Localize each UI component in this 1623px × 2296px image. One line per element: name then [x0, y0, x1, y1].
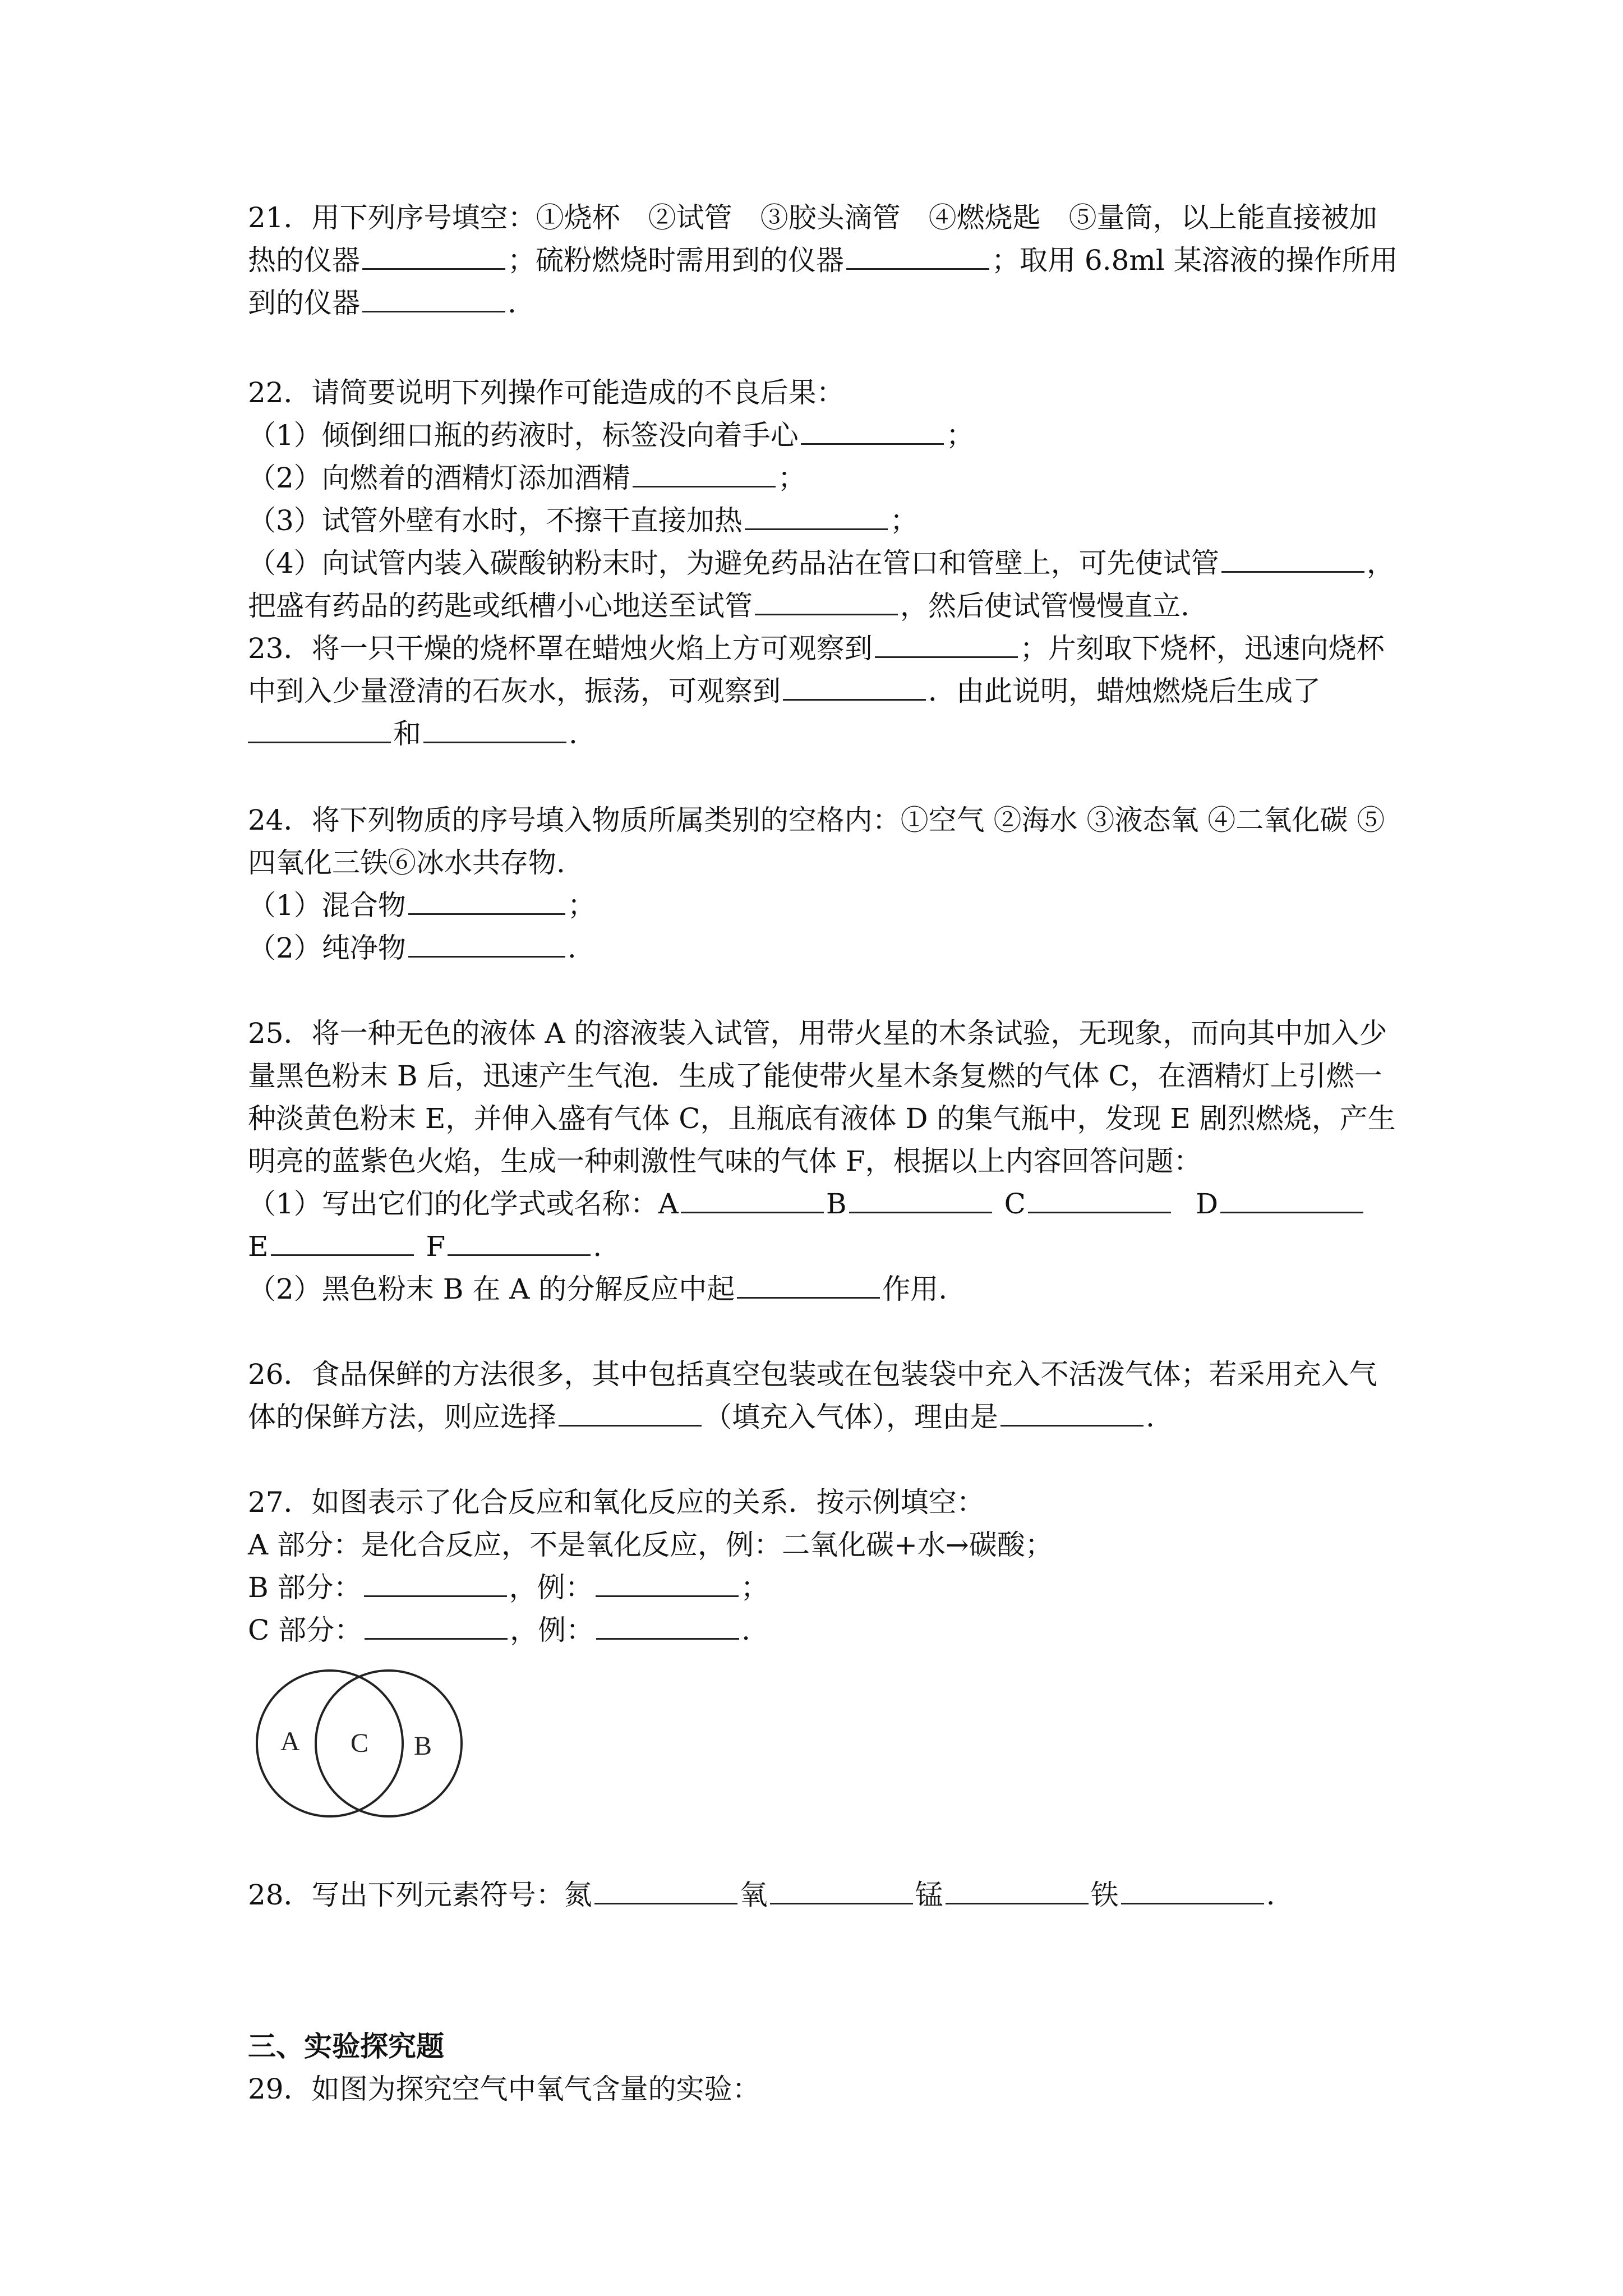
question-23 [248, 627, 1403, 755]
q26-text: （填充入气体），理由是 [704, 1401, 998, 1433]
q25-line-2: 量黑色粉末 B 后，迅速产生气泡．生成了能使带火星木条复燃的气体 C，在酒精灯上引燃一 [248, 1060, 1382, 1092]
q23-text: . [569, 717, 578, 750]
answer-blank[interactable] [770, 1877, 913, 1904]
q25-text: F [426, 1230, 446, 1263]
q26-text: . [1146, 1401, 1155, 1433]
question-29: 29．如图为探究空气中氧气含量的实验： [248, 2073, 760, 2105]
q22-text: （1）倾倒细口瓶的药液时，标签没向着手心 [248, 419, 799, 452]
q21-text: . [508, 287, 517, 319]
q28-text: 氧 [739, 1879, 768, 1911]
q21-line-1: 21．用下列序号填空：①烧杯 ②试管 ③胶头滴管 ④燃烧匙 ⑤量筒，以上能直接被加 [248, 201, 1377, 234]
question-28 [248, 1874, 1403, 1916]
q28-line [248, 1874, 1403, 1916]
venn-label-a: A [280, 1727, 300, 1756]
venn-diagram [247, 1660, 471, 1829]
q28-text: 锰 [915, 1879, 943, 1911]
q21-text: 到的仪器 [248, 287, 360, 319]
q27-text: ，例： [510, 1614, 594, 1646]
q27-text: C 部分： [248, 1614, 363, 1646]
q26-line-1: 26．食品保鲜的方法很多，其中包括真空包装或在包装袋中充入不活泼气体；若采用充入气 [248, 1358, 1377, 1391]
answer-blank[interactable] [448, 1228, 591, 1256]
q25-text: . [593, 1230, 602, 1263]
q27-text: . [741, 1614, 751, 1646]
q25-line-1: 25．将一种无色的液体 A 的溶液装入试管，用带火星的木条试验，无现象，而向其中加入少 [248, 1017, 1387, 1050]
q24-text: . [567, 932, 577, 964]
q25-text: D [1195, 1188, 1219, 1220]
answer-blank[interactable] [755, 588, 898, 615]
venn-label-c: C [351, 1728, 369, 1758]
q25-part-1 [248, 1182, 1403, 1225]
answer-blank[interactable] [946, 1877, 1089, 1904]
answer-blank[interactable] [1221, 545, 1364, 573]
answer-blank[interactable] [365, 1612, 508, 1640]
q25-text: 作用. [882, 1273, 948, 1305]
venn-circle-a [257, 1671, 403, 1816]
q23-line-1 [248, 627, 1403, 670]
answer-blank[interactable] [783, 673, 926, 701]
q28-text: 铁 [1090, 1879, 1119, 1911]
answer-blank[interactable] [408, 887, 565, 915]
answer-blank[interactable] [362, 242, 505, 270]
q26-line-2 [248, 1396, 1403, 1438]
q22-text: ； [889, 504, 918, 537]
q22-text: ， [1366, 547, 1395, 579]
q25-line-4: 明亮的蓝紫色火焰，生成一种刺激性气味的气体 F，根据以上内容回答问题： [248, 1145, 1202, 1177]
q23-text: ；片刻取下烧杯，迅速向烧杯 [1020, 632, 1385, 665]
q25-part-1-cont [248, 1225, 1403, 1268]
venn-label-b: B [414, 1731, 432, 1761]
answer-blank[interactable] [596, 1612, 739, 1640]
q27-title: 27．如图表示了化合反应和氧化反应的关系．按示例填空： [248, 1486, 985, 1519]
q24-part-2 [248, 927, 1403, 969]
q25-text: B [826, 1188, 847, 1220]
q21-text: ；取用 6.8ml 某溶液的操作所用 [992, 244, 1398, 277]
answer-blank[interactable] [248, 716, 391, 743]
q25-text: E [248, 1230, 269, 1263]
q24-part-1 [248, 884, 1403, 927]
q27-text: ； [740, 1571, 769, 1604]
answer-blank[interactable] [1000, 1399, 1144, 1427]
q26-text: 体的保鲜方法，则应选择 [248, 1401, 556, 1433]
answer-blank[interactable] [362, 285, 505, 312]
q21-text: ；硫粉燃烧时需用到的仪器 [508, 244, 844, 277]
question-21 [248, 196, 1403, 324]
q25-text: C [1004, 1188, 1026, 1220]
q22-text: ，然后使试管慢慢直立. [900, 590, 1189, 622]
answer-blank[interactable] [559, 1399, 702, 1427]
q25-line-3: 种淡黄色粉末 E，并伸入盛有气体 C，且瓶底有液体 D 的集气瓶中，发现 E 剧烈燃烧，产生 [248, 1102, 1396, 1135]
answer-blank[interactable] [849, 1186, 992, 1213]
q25-text: （1）写出它们的化学式或名称：A [248, 1188, 679, 1220]
q22-text: 把盛有药品的药匙或纸槽小心地送至试管 [248, 590, 753, 622]
q27-part-a: A 部分：是化合反应，不是氧化反应，例：二氧化碳+水→碳酸； [248, 1529, 1053, 1561]
answer-blank[interactable] [594, 1877, 737, 1904]
q24-text: （1）混合物 [248, 889, 406, 922]
q22-part-3 [248, 499, 1403, 542]
q22-text: （2）向燃着的酒精灯添加酒精 [248, 462, 630, 494]
q21-text: 热的仪器 [248, 244, 360, 277]
q22-text: ； [946, 419, 974, 452]
answer-blank[interactable] [737, 1271, 880, 1299]
q25-part-2 [248, 1268, 1403, 1310]
q27-part-b [248, 1566, 1403, 1609]
answer-blank[interactable] [745, 503, 888, 530]
venn-circle-b [316, 1671, 462, 1816]
q27-text: ，例： [509, 1571, 593, 1604]
question-22 [248, 371, 1403, 627]
section-heading: 三、实验探究题 [248, 2030, 444, 2063]
q28-text: . [1266, 1879, 1275, 1911]
q23-text: 23．将一只干燥的烧杯罩在蜡烛火焰上方可观察到 [248, 632, 873, 665]
q23-line-2 [248, 670, 1403, 712]
question-25 [248, 1012, 1403, 1310]
q23-text: ．由此说明，蜡烛燃烧后生成了 [928, 675, 1321, 707]
q23-text: 中到入少量澄清的石灰水，振荡，可观察到 [248, 675, 781, 707]
answer-blank[interactable] [1028, 1186, 1171, 1213]
answer-blank[interactable] [408, 930, 565, 958]
answer-blank[interactable] [271, 1228, 414, 1256]
q23-text: 和 [393, 717, 421, 750]
answer-blank[interactable] [846, 242, 989, 270]
answer-blank[interactable] [364, 1570, 507, 1597]
answer-blank[interactable] [681, 1186, 824, 1213]
q24-text: （2）纯净物 [248, 932, 406, 964]
q22-title: 22．请简要说明下列操作可能造成的不良后果： [248, 376, 845, 409]
question-26 [248, 1353, 1403, 1438]
q22-part-1 [248, 414, 1403, 457]
q21-line-3 [248, 282, 1403, 324]
answer-blank[interactable] [596, 1570, 739, 1597]
q23-line-3 [248, 712, 1403, 755]
q22-part-4 [248, 542, 1403, 585]
answer-blank[interactable] [633, 460, 776, 487]
q27-text: B 部分： [248, 1571, 362, 1604]
q28-text: 28．写出下列元素符号：氮 [248, 1879, 592, 1911]
answer-blank[interactable] [1220, 1186, 1363, 1213]
q24-line-1: 24．将下列物质的序号填入物质所属类别的空格内：①空气 ②海水 ③液态氧 ④二氧化碳 ⑤ [248, 804, 1385, 836]
question-27 [248, 1481, 1403, 1651]
q25-text: （2）黑色粉末 B 在 A 的分解反应中起 [248, 1273, 735, 1305]
question-24 [248, 799, 1403, 969]
answer-blank[interactable] [801, 417, 944, 445]
q22-text: （3）试管外壁有水时，不擦干直接加热 [248, 504, 743, 537]
answer-blank[interactable] [1121, 1877, 1264, 1904]
answer-blank[interactable] [875, 631, 1018, 658]
q27-part-c [248, 1609, 1403, 1651]
q22-text: ； [777, 462, 806, 494]
q24-text: ； [567, 889, 596, 922]
q22-part-2 [248, 457, 1403, 499]
q22-part-4-cont [248, 585, 1403, 627]
q21-line-2 [248, 239, 1403, 282]
answer-blank[interactable] [423, 716, 566, 743]
q24-line-2: 四氧化三铁⑥冰水共存物. [248, 846, 565, 879]
q22-text: （4）向试管内装入碳酸钠粉末时，为避免药品沾在管口和管壁上，可先使试管 [248, 547, 1219, 579]
